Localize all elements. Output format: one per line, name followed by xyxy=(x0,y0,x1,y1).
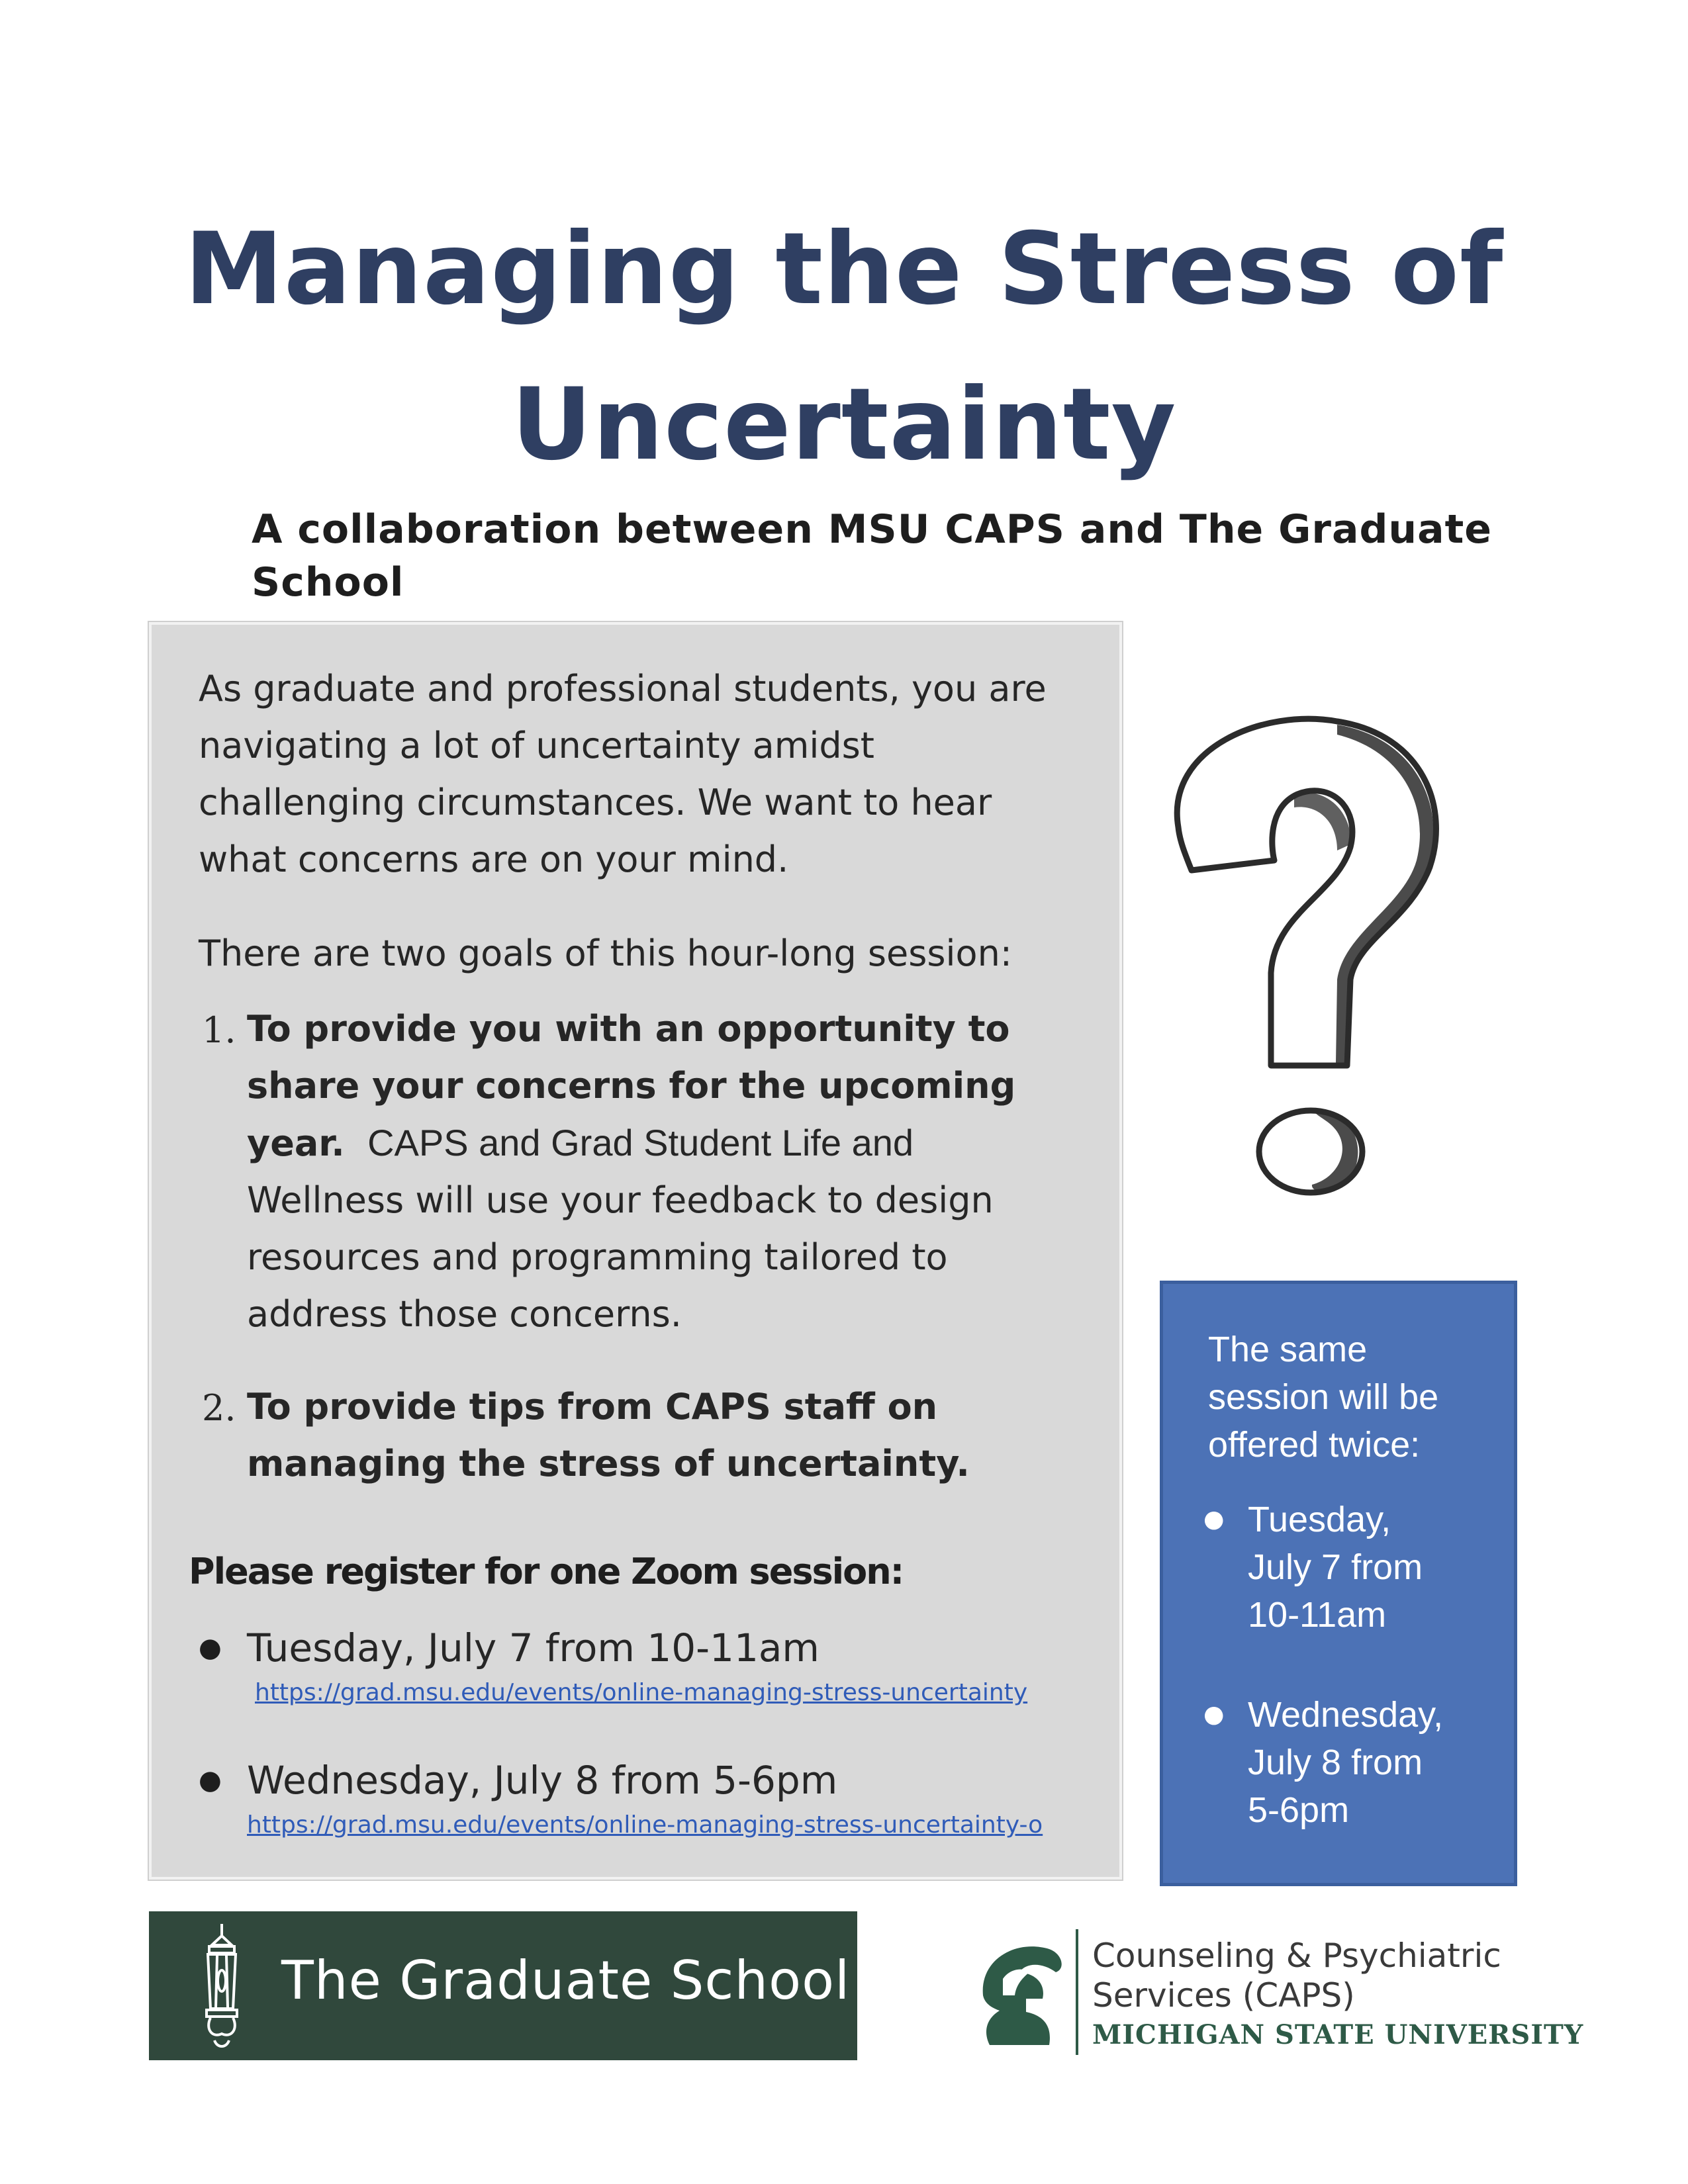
summary-intro-line: The same xyxy=(1208,1330,1368,1369)
logo-divider xyxy=(1076,1929,1078,2055)
goal-1-line: Wellness will use your feedback to design xyxy=(247,1179,994,1221)
spartan-helmet-icon xyxy=(963,1933,1069,2052)
goal-1-line: resources and programming tailored to xyxy=(247,1236,948,1278)
summary-item-line: Tuesday, xyxy=(1248,1500,1391,1539)
goal-2-line: managing the stress of uncertainty. xyxy=(247,1443,970,1484)
intro-line: challenging circumstances. We want to hear xyxy=(199,782,992,823)
summary-intro-line: session will be xyxy=(1208,1377,1439,1417)
session-summary-intro xyxy=(1208,1326,1493,1469)
summary-intro-line: offered twice: xyxy=(1208,1425,1421,1465)
summary-item-line: Wednesday, xyxy=(1248,1695,1444,1735)
goal-1-bold-line: To provide you with an opportunity to xyxy=(247,1008,1010,1050)
goal-1-bold-tail: year. xyxy=(247,1122,345,1164)
register-heading: Please register for one Zoom session: xyxy=(189,1551,904,1592)
intro-line: what concerns are on your mind. xyxy=(199,839,789,880)
session-2-time: Wednesday, July 8 from 5-6pm xyxy=(247,1758,838,1803)
goal-1-mixed-line xyxy=(247,1115,1107,1172)
goal-1 xyxy=(247,1001,1107,1343)
summary-item-line: July 7 from xyxy=(1248,1547,1423,1587)
title-line-2: Uncertainty xyxy=(511,367,1177,482)
goal-1-arial-text: CAPS and Grad Student Life and xyxy=(367,1122,914,1163)
caps-name-line-1: Counseling & Psychiatric xyxy=(1092,1936,1501,1975)
goals-lead: There are two goals of this hour-long session: xyxy=(199,933,1013,974)
summary-item-line: 5-6pm xyxy=(1248,1790,1350,1830)
summary-item-line: 10-11am xyxy=(1248,1595,1387,1635)
summary-item-2 xyxy=(1248,1691,1513,1834)
graduate-school-name: The Graduate School xyxy=(281,1950,851,2011)
summary-bullet: ● xyxy=(1203,1506,1225,1533)
goal-2-number: 2. xyxy=(202,1387,236,1429)
summary-item-1 xyxy=(1248,1496,1499,1639)
session-bullet: ● xyxy=(199,1633,222,1663)
intro-line: navigating a lot of uncertainty amidst xyxy=(199,725,874,766)
msu-wordmark: MICHIGAN STATE UNIVERSITY xyxy=(1092,2019,1584,2050)
goal-1-number: 1. xyxy=(202,1009,236,1051)
session-2-registration-link[interactable]: https://grad.msu.edu/events/online-managing-stress-uncertainty-o xyxy=(247,1811,1043,1839)
goal-1-line: address those concerns. xyxy=(247,1293,682,1335)
question-mark-icon xyxy=(1139,695,1483,1198)
session-1-time: Tuesday, July 7 from 10-11am xyxy=(247,1625,820,1670)
session-bullet: ● xyxy=(199,1765,222,1796)
summary-item-line: July 8 from xyxy=(1248,1743,1423,1782)
subtitle: A collaboration between MSU CAPS and The Graduate School xyxy=(252,506,1492,606)
intro-paragraph xyxy=(199,660,1112,888)
goal-1-bold-line: share your concerns for the upcoming xyxy=(247,1065,1016,1107)
intro-line: As graduate and professional students, you are xyxy=(199,668,1047,709)
goal-2 xyxy=(247,1379,1107,1492)
lantern-icon xyxy=(199,1923,245,2052)
caps-name-line-2: Services (CAPS) xyxy=(1092,1976,1355,2015)
title-line-1: Managing the Stress of xyxy=(184,212,1504,327)
page-title xyxy=(0,192,1688,503)
goal-2-line: To provide tips from CAPS staff on xyxy=(247,1386,938,1428)
summary-bullet: ● xyxy=(1203,1701,1225,1728)
session-1-registration-link[interactable]: https://grad.msu.edu/events/online-managing-stress-uncertainty xyxy=(255,1679,1028,1706)
